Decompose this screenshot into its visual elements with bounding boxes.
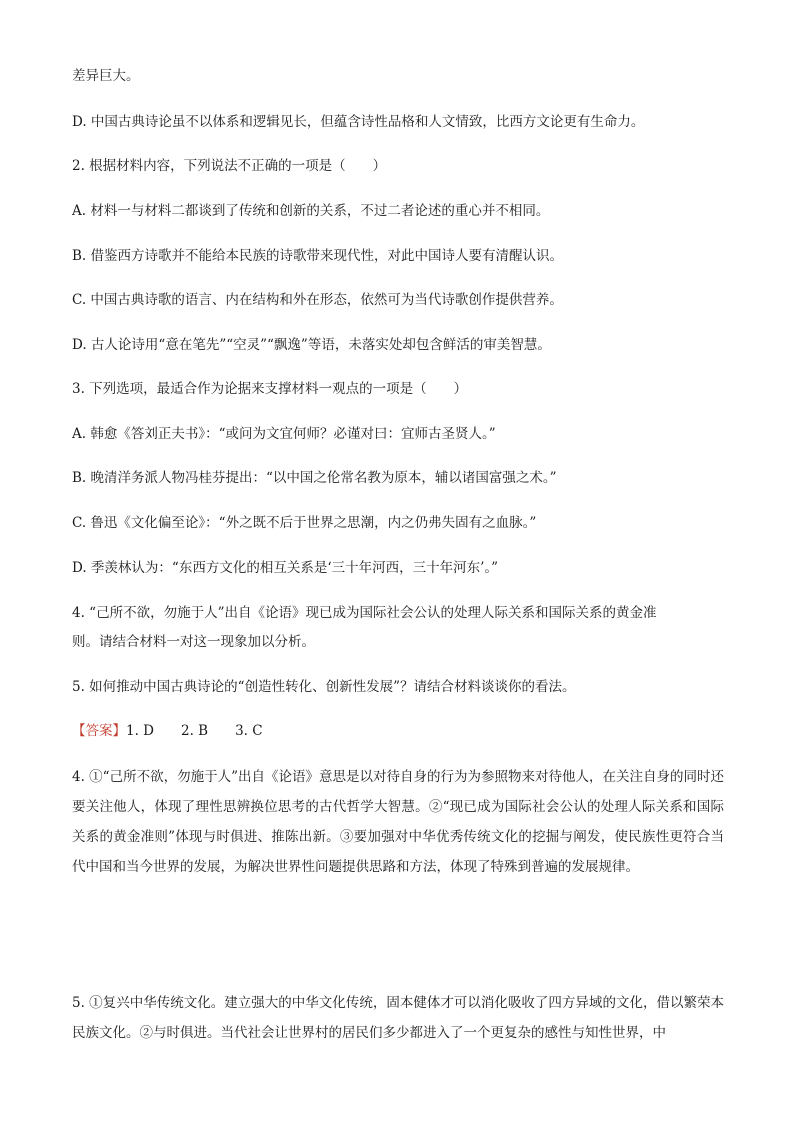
question-3: 3. 下列选项，最适合作为论据来支撑材料一观点的一项是（ ）	[72, 381, 468, 397]
question-4-line-1: 4. “己所不欲，勿施于人”出自《论语》现已成为国际社会公认的处理人际关系和国际关系的黄金准	[72, 605, 657, 621]
q3-option-a: A. 韩愈《答刘正夫书》：“或问为文宜何师？必谨对曰：宜师古圣贤人。”	[72, 426, 496, 442]
q2-option-b: B. 借鉴西方诗歌并不能给本民族的诗歌带来现代性，对此中国诗人要有清醒认识。	[72, 248, 564, 264]
q3-option-d: D. 季羡林认为：“东西方文化的相互关系是‘三十年河西，三十年河东’。”	[72, 560, 499, 576]
answer-key: 1. D 2. B 3. C	[126, 723, 263, 739]
answer-4-paragraph: 4. ①“己所不欲，勿施于人”出自《论语》意思是以对待自身的行为为参照物来对待他人，在关注自身的同时还要关注他人，体现了理性思辨换位思考的古代哲学大智慧。②“现已成为国际社会公认的处理人际关系和国际关系的黄金准则”体现与时俱进、推陈出新。③要加强对中华优秀传统文化的挖掘与阐发，使民族性更符合当代中国和当今世界的发展，为解决世界性问题提供思路和方法，体现了特殊到普遍的发展规律。	[72, 769, 724, 875]
q1-option-d: D. 中国古典诗论虽不以体系和逻辑见长，但蕴含诗性品格和人文情致，比西方文论更有生命力。	[72, 114, 645, 130]
q2-option-d: D. 古人论诗用“意在笔先”“空灵”“飘逸”等语，未落实处却包含鲜活的审美智慧。	[72, 337, 551, 353]
answer-line	[72, 721, 724, 741]
text-line-continuation: 差异巨大。	[72, 68, 140, 84]
q2-option-a: A. 材料一与材料二都谈到了传统和创新的关系，不过二者论述的重心并不相同。	[72, 203, 550, 219]
q2-option-c: C. 中国古典诗歌的语言、内在结构和外在形态，依然可为当代诗歌创作提供营养。	[72, 292, 563, 308]
q3-option-c: C. 鲁迅《文化偏至论》：“外之既不后于世界之思潮，内之仍弗失固有之血脉。”	[72, 515, 537, 531]
question-5: 5. 如何推动中国古典诗论的“创造性转化、创新性发展”？请结合材料谈谈你的看法。	[72, 679, 576, 695]
answer-tag: 【答案】	[72, 723, 126, 739]
question-2: 2. 根据材料内容，下列说法不正确的一项是（ ）	[72, 158, 387, 174]
question-4-line-2: 则。请结合材料一对这一现象加以分析。	[72, 634, 315, 650]
q3-option-b: B. 晚清洋务派人物冯桂芬提出：“以中国之伦常名教为原本，辅以诸国富强之术。”	[72, 470, 557, 486]
answer-5-paragraph: 5. ①复兴中华传统文化。建立强大的中华文化传统，固本健体才可以消化吸收了四方异域的文化，借以繁荣本民族文化。②与时俱进。当代社会让世界村的居民们多少都进入了一个更复杂的感性与知性世界，中	[72, 995, 724, 1041]
